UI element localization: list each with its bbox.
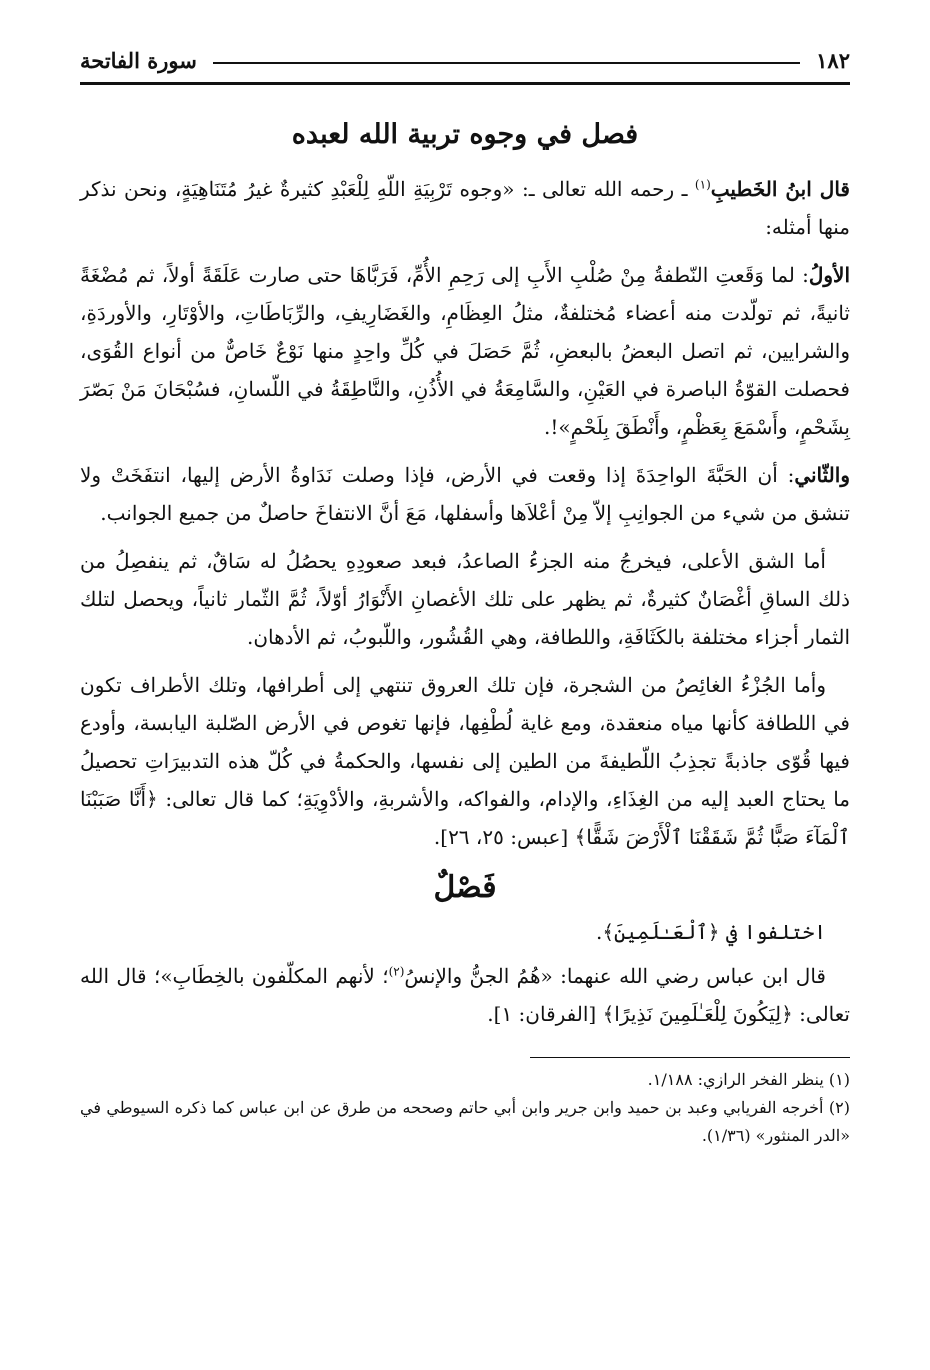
paragraph-upper-part [80, 542, 850, 656]
footnote-1: (١) ينظر الفخر الرازي: ١/١٨٨. [647, 1070, 850, 1089]
paragraph-text: : لما وَقَعتِ النّطفةُ مِنْ صُلْبِ الأَبِ إلى رَحِمِ الأُمِّ، فَرَبَّاهَا حتى صارت عَلَقَةً أولاً، ثم مُضْغَةً ثانيةً، ثم تولّدت منه أعضاء مُختلفةٌ، مثلُ العِظَامِ، والغَضَارِيفِ، والرِّبَاطَاتِ، والأوْتَارِ، والأوردَةِ، والشرايين، ثم اتصل البعضُ بالبعضِ، ثُمَّ حَصَلَ في كُلِّ واحِدٍ منها نَوْعٌ خَاصٌّ من أنواع القُوَى، فحصلت القوّةُ الباصرة في العَيْنِ، والسَّامِعَةُ في الأُذُنِ، والنَّاطِقَةُ في اللّسانِ، فسُبْحَانَ مَنْ بَصّرَ بِشَحْمٍ، وأَسْمَعَ بِعَظْمٍ، وأَنْطَقَ بِلَحْمٍ»!. [80, 263, 850, 439]
paragraph-lead: والثّاني [794, 463, 850, 487]
paragraph-first [80, 256, 850, 446]
paragraph-lead: الأولُ [808, 263, 850, 287]
paragraph-text: ؛ لأنهم المكلّفون بالخِطَابِ»؛ قال الله تعالى: ﴿لِيَكُونَ لِلْعَـٰلَمِينَ نَذِيرًا﴾ [الفرقان: ١]. [80, 964, 850, 1026]
paragraph-text: قال ابن عباس رضي الله عنهما: «هُمُ الجنُّ والإنسُ [404, 964, 826, 988]
section-line-2 [80, 957, 850, 1033]
paragraph-second [80, 456, 850, 532]
chapter-title: فصل في وجوه تربية الله لعبده [291, 119, 639, 150]
header-rule [213, 62, 800, 64]
footnote-ref[interactable]: (٢) [388, 964, 405, 979]
paragraph-text: ـ رحمه الله تعالى ـ: «وجوه تَرْبِيَةِ اللّهِ لِلْعَبْدِ كثيرةٌ غيرُ مُتَنَاهِيَةٍ، ونحن نذكر منها أمثله: [80, 177, 850, 239]
footnote-divider [530, 1057, 850, 1058]
paragraph-lead: قال ابنُ الخَطيبِ [710, 177, 850, 201]
header-divider [80, 82, 850, 85]
page-number: ١٨٢ [816, 47, 850, 73]
footnote-ref[interactable]: (١) [694, 177, 711, 192]
paragraph-text: أما الشق الأعلى، فيخرجُ منه الجزءُ الصاعدُ، فبعد صعودِهِ يحصُلُ له سَاقٌ، ثم ينفصِلُ من ذلك الساقِ أغْصَانٌ كثيرةٌ، ثم يظهر على تلك الأغصانِ الأَنْوَارُ أوّلاً، ثُمَّ الثّمار ثانياً، ويحصل لتلك الثمار أجزاء مختلفة بالكَثَافَةِ، واللطافة، وهي القُشُور، واللّبوبُ، ثم الأدهان. [80, 549, 850, 649]
section-title: فَصْلٌ [433, 870, 497, 905]
running-header [80, 40, 850, 80]
page [80, 40, 850, 1370]
surah-title: سورة الفاتحة [80, 47, 197, 73]
section-line-1: اختلفوا في ﴿ٱلْعَـٰلَمِينَ﴾. [595, 920, 826, 944]
paragraph-text: : أن الحَبَّةَ الواحِدَةَ إذا وقعت في الأرض، فإذا وصلت نَدَاوةُ الأرض إليها، انتفَخَتْ ولا تنشق من شيء من الجوانِبِ إلاّ مِنْ أعْلاَها وأسفلها، مَعَ أنَّ الانتفاخَ حاصلٌ من جميع الجوانب. [80, 463, 850, 525]
paragraph-intro [80, 170, 850, 246]
paragraph-lower-part [80, 666, 850, 856]
paragraph-text: وأما الجُزْءُ الغائِصُ من الشجرة، فإن تلك العروق تنتهي إلى أطرافها، وتلك الأطراف تكون في اللطافة كأنها مياه منعقدة، ومع غاية لُطْفِها، فإنها تغوص في الأرض الصّلبة اليابسة، وأودع فيها قُوّى جاذبةً تجذِبُ اللّطيفةَ من الطين إلى نفسها، والحكمةُ في كُلّ هذه التدبيرَاتِ تحصيلُ ما يحتاج العبد إليه من الغِذَاءِ، والإدام، والفواكه، والأشربةِ، والأدْوِيَةِ؛ كما قال تعالى: ﴿أَنَّا صَبَبْنَا ٱلْمَآءَ صَبًّا ثُمَّ شَقَقْنَا ٱلْأَرْضَ شَقًّا﴾ [عبس: ٢٥، ٢٦]. [80, 673, 850, 849]
footnote-2: (٢) أخرجه الفريابي وعبد بن حميد وابن جرير وابن أبي حاتم وصححه من طرق عن ابن عباس كما ذكره السيوطي في «الدر المنثور» (١/٣٦). [80, 1098, 850, 1145]
